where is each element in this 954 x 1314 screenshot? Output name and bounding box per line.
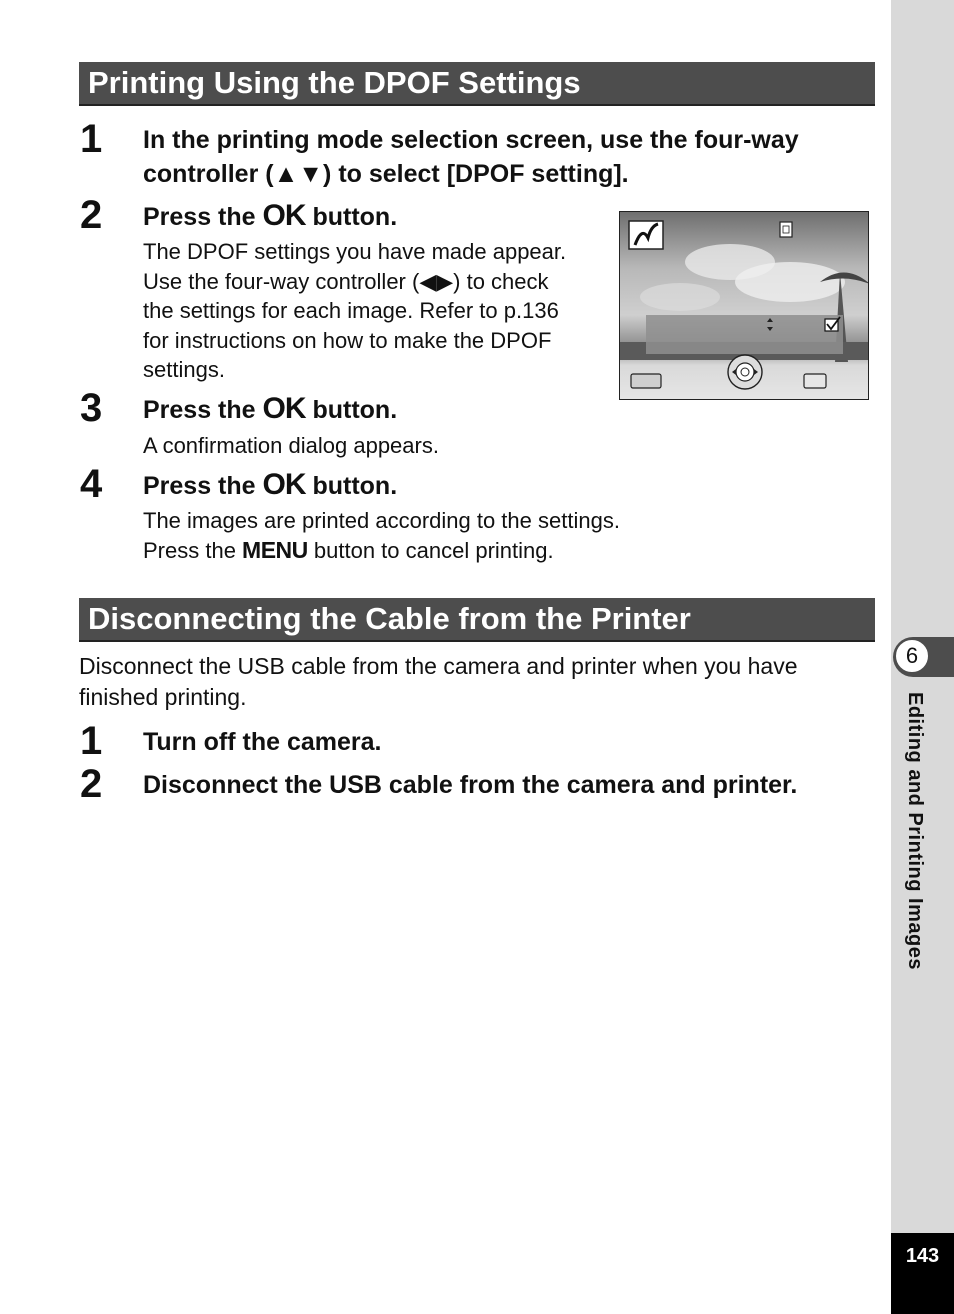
body-line: Use the four-way controller (◀▶) to check (143, 268, 549, 294)
step-number: 1 (80, 117, 103, 161)
body-line: the settings for each image. Refer to p.136 (143, 298, 559, 323)
four-way-controller-icon (728, 355, 762, 389)
step-title-text: Press the (143, 203, 263, 231)
body-text: Press the (143, 537, 243, 563)
step-title-text: button. (305, 396, 398, 424)
checkbox-checked-icon (825, 317, 840, 331)
menu-button-icon (631, 374, 661, 388)
step-title: Disconnect the USB cable from the camera and printer. (143, 771, 798, 799)
step-title-line: In the printing mode selection screen, use the four-way (143, 126, 799, 154)
step-body (143, 431, 439, 461)
camera-screen-illustration (619, 211, 869, 400)
menu-button-glyph: MENU (242, 536, 308, 563)
step-title (143, 468, 397, 503)
body-line: for instructions on how to make the DPOF (143, 327, 552, 353)
body-line: A confirmation dialog appears. (143, 433, 439, 458)
chapter-number: 6 (895, 639, 929, 673)
ok-button-glyph: OK (262, 199, 306, 232)
section-title-dpof: Printing Using the DPOF Settings (79, 62, 875, 106)
step-number: 2 (80, 762, 103, 806)
step-title-text: Press the (143, 396, 263, 424)
step-title-text: Press the (143, 472, 263, 500)
step-title (143, 392, 397, 427)
screen-graphics (620, 212, 869, 400)
ok-button-icon (804, 374, 826, 388)
printer-mode-icon (629, 221, 663, 249)
step-number: 2 (80, 193, 103, 237)
body-line (143, 536, 843, 566)
memory-card-icon (780, 222, 792, 237)
step-body (143, 506, 843, 565)
page-number: 143 (891, 1233, 954, 1314)
chapter-title: Editing and Printing Images (904, 692, 926, 970)
step-title (143, 199, 397, 234)
step-body (143, 237, 608, 385)
step-number: 1 (80, 719, 103, 763)
chapter-number-tab (893, 637, 954, 677)
body-line: The DPOF settings you have made appear. (143, 239, 567, 264)
step-title-line: controller (▲▼) to select [DPOF setting]. (143, 160, 629, 188)
step-number: 4 (80, 462, 103, 506)
section-title-disconnect: Disconnecting the Cable from the Printer (79, 598, 875, 642)
step-title (143, 123, 883, 191)
step-number: 3 (80, 386, 103, 430)
step-title: Turn off the camera. (143, 728, 382, 756)
step-title-text: button. (305, 472, 398, 500)
ok-button-glyph: OK (262, 468, 306, 501)
step-title-text: button. (305, 203, 398, 231)
body-line: settings. (143, 357, 225, 382)
section-intro: Disconnect the USB cable from the camera and printer when you have finished printing. (79, 653, 798, 710)
body-line: The images are printed according to the settings. (143, 508, 620, 533)
ok-button-glyph: OK (262, 392, 306, 425)
body-text: button to cancel printing. (307, 537, 554, 563)
